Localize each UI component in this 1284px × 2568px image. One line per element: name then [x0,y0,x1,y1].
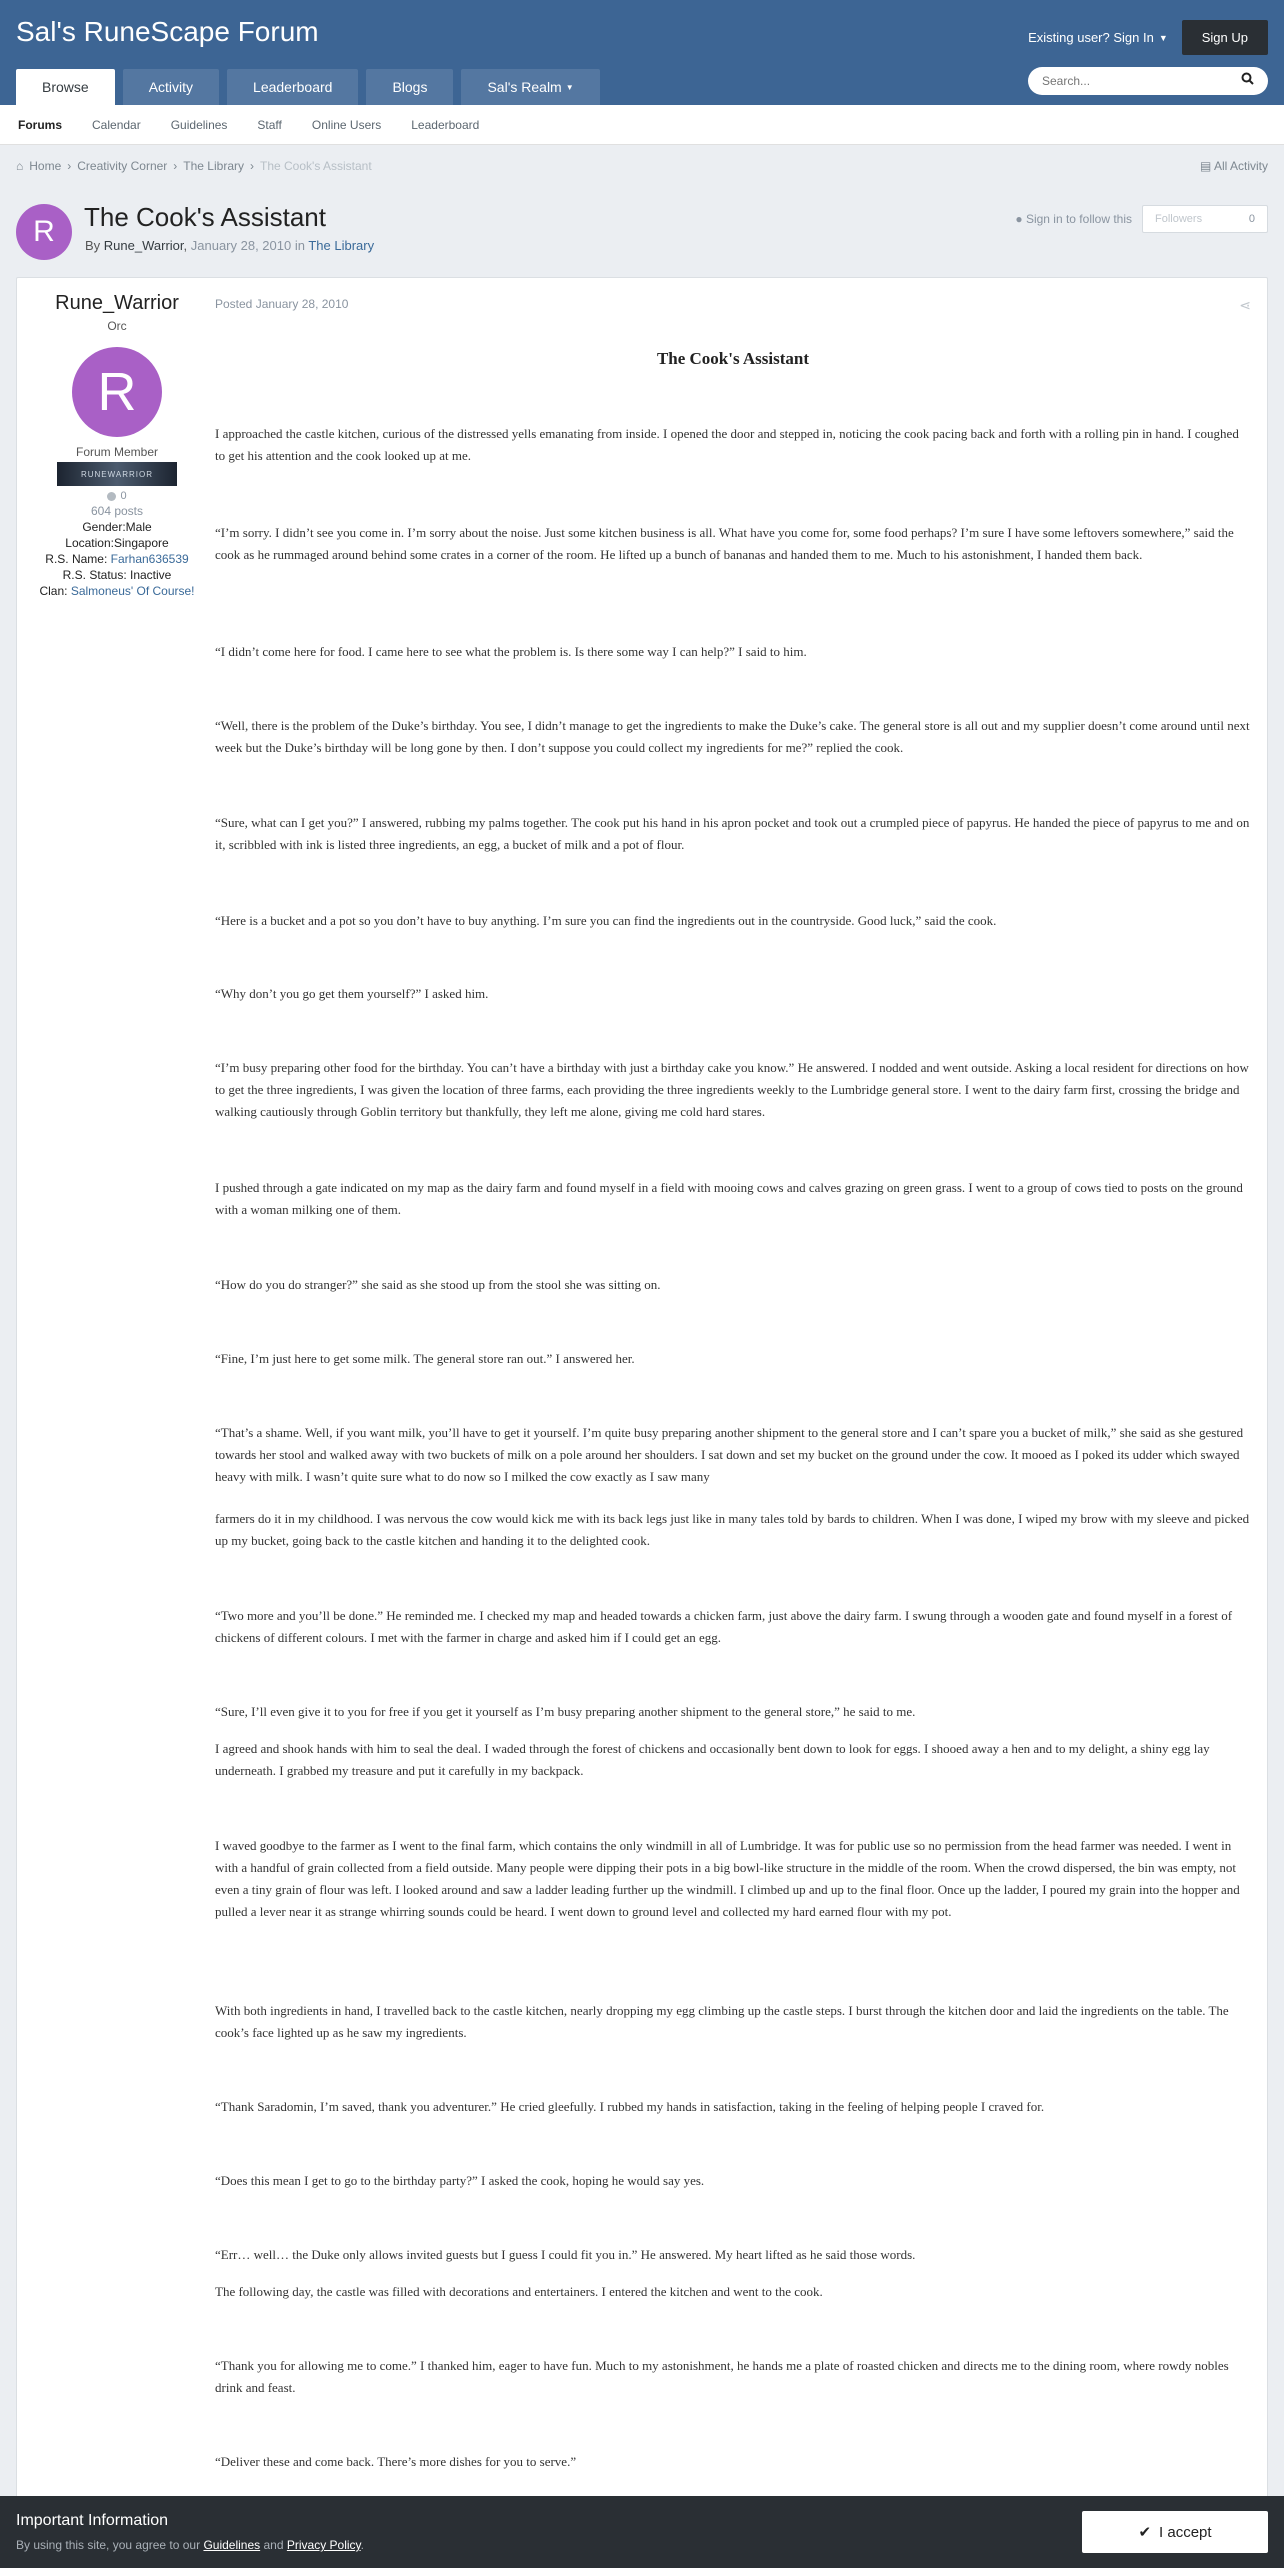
story-paragraph: With both ingredients in hand, I travelled back to the castle kitchen, nearly dropping my egg climbing up the castle steps. I burst through the kitchen door and laid the ingredients on the table. The cook’s face lighted up as he saw my ingredients. [215,2003,1229,2040]
page-title: The Cook's Assistant [84,202,326,232]
tab-browse[interactable]: Browse [16,69,115,105]
tab-sals-realm-label: Sal's Realm [487,79,562,95]
topic-date: January 28, 2010 [190,238,292,253]
info-icon: ● [1015,212,1023,226]
caret-down-icon: ▼ [1158,32,1168,43]
story-paragraph: “Sure, what can I get you?” I answered, rubbing my palms together. The cook put his hand in his apron pocket and took out a crumpled piece of papyrus. He handed the piece of papyrus to me and on it, scribbled with ink is listed three ingredients, an egg, a bucket of milk and a pot of flour. [215,815,1250,852]
member-group: Forum Member [75,445,158,459]
author-rank: Orc [107,319,127,333]
author-name[interactable]: Rune_Warrior [55,292,179,314]
follow-text[interactable] [1015,212,1132,226]
story-paragraph: “Two more and you’ll be done.” He reminded me. I checked my map and headed towards a chicken farm, just above the dairy farm. I swung through a wooden gate and found myself in a forest of chickens of different colours. I met with the farmer in charge and asked him if I could get an egg. [215,1608,1233,1645]
user-nav [1028,20,1268,55]
story-paragraph: I approached the castle kitchen, curious of the distressed yells emanating from inside. I opened the door and stepped in, noticing the cook pacing back and forth with a rolling pin in hand. I coughed to get his attention and the cook looked up at me. [215,426,1239,463]
story-paragraph: “Err… well… the Duke only allows invited guests but I guess I could fit you in.” He answered. My heart lifted as he said those words. [215,2247,916,2262]
story-paragraph: “Sure, I’ll even give it to you for free if you get it yourself as I’m busy preparing another shipment to the general store,” he said to me. [215,1704,916,1719]
subnav-forums[interactable]: Forums [18,117,63,132]
followers-button[interactable] [1142,205,1268,233]
breadcrumb-creativity-corner[interactable]: Creativity Corner [77,159,168,173]
search-icon[interactable] [1241,72,1254,90]
subnav-staff[interactable]: Staff [257,117,282,132]
caret-down-icon: ▼ [565,82,574,92]
follow-label: Sign in to follow this [1025,212,1132,226]
signin-label: Existing user? Sign In [1028,30,1154,45]
all-activity-label: All Activity [1213,159,1268,173]
reputation-count: 0 [120,490,127,502]
cookie-title: Important Information [16,2512,169,2529]
breadcrumb [16,159,372,173]
breadcrumb-current: The Cook's Assistant [260,159,372,173]
clan-label: Clan: [39,584,68,598]
chevron-right-icon: › [173,159,178,173]
cookie-privacy-link[interactable]: Privacy Policy [286,2538,361,2552]
rs-status-field: R.S. Status: Inactive [62,568,172,582]
tab-blogs[interactable]: Blogs [366,69,453,105]
story-title: The Cook's Assistant [656,349,810,368]
author-avatar[interactable]: R [72,347,162,437]
story-paragraph: The following day, the castle was filled with decorations and entertainers. I entered the kitchen and went to the cook. [215,2284,823,2299]
site-header [0,0,1284,105]
posted-date: Posted January 28, 2010 [215,297,349,311]
tab-leaderboard[interactable]: Leaderboard [227,69,358,105]
cookie-guidelines-link[interactable]: Guidelines [203,2538,261,2552]
in-label: in [294,238,305,253]
follow-area [1015,205,1268,233]
cookie-notice [0,2496,1284,2568]
story-paragraph: I pushed through a gate indicated on my map as the dairy farm and found myself in a field with mooing cows and calves grazing on green grass. I went to a group of cows tied to posts on the ground with a woman milking one of them. [215,1180,1243,1217]
by-label: By [85,238,101,253]
story-paragraph: “Here is a bucket and a pot so you don’t have to buy anything. I’m sure you can find the ingredients out in the countryside. Good luck,” said the cook. [215,913,997,928]
cookie-and: and [263,2538,284,2552]
story-paragraph: “Why don’t you go get them yourself?” I asked him. [215,986,489,1001]
activity-icon: ▤ [1199,159,1212,173]
reputation [17,490,217,502]
tab-activity[interactable]: Activity [123,69,219,105]
gender-field: Gender:Male [82,520,152,534]
subnav-calendar[interactable]: Calendar [92,117,141,132]
post-container [16,277,1268,2568]
rs-name-field [17,552,217,566]
story-paragraph: “I’m busy preparing other food for the birthday. You can’t have a birthday with just a birthday cake you know.” He answered. I nodded and went outside. Asking a local resident for directions on how to get the three ingredients, I was given the location of three farms, each providing the three ingredients weekly to the Lumbridge general store. I went to the dairy farm first, crossing the bridge and walking cautiously through Goblin territory but thankfully, they left me alone, giving me cold hard stares. [215,1060,1249,1119]
rs-name-link[interactable]: Farhan636539 [110,552,189,566]
story-paragraph: I agreed and shook hands with him to seal the deal. I waded through the forest of chickens and occasionally bent down to look for eggs. I shooed away a hen and to my delight, a shiny egg lay underneath. I grabbed my treasure and put it carefully in my backpack. [215,1741,1210,1778]
author-panel [17,278,217,598]
story-paragraph: “I didn’t come here for food. I came here to see what the problem is. Is there some way I can help?” I said to him. [215,644,807,659]
check-icon: ✔ [1138,2524,1152,2541]
all-activity-link[interactable] [1200,159,1268,173]
subnav-leaderboard[interactable]: Leaderboard [411,117,480,132]
story-paragraph: “Does this mean I get to go to the birthday party?” I asked the cook, hoping he would say yes. [215,2173,705,2188]
tab-sals-realm[interactable] [461,69,599,105]
clan-link[interactable]: Salmoneus' Of Course! [70,584,195,598]
main-tabs [16,69,600,105]
breadcrumb-home[interactable]: Home [29,159,62,173]
followers-count: 0 [1248,213,1255,225]
signin-link[interactable] [1028,30,1168,45]
reputation-icon [107,492,116,501]
author-avatar-small[interactable]: R [16,204,72,260]
home-icon: ⌂ [16,159,24,173]
story-paragraph: “How do you do stranger?” she said as she stood up from the stool she was sitting on. [215,1277,661,1292]
site-title[interactable]: Sal's RuneScape Forum [16,16,319,47]
story-paragraph: I waved goodbye to the farmer as I went to the final farm, which contains the only windmill in all of Lumbridge. It was for public use so no permission from the head farmer was needed. I went in with a handful of grain collected from a field outside. Many people were dipping their pots in a big bowl-like structure in the middle of the room. When the crowd dispersed, the bin was empty, not even a tiny grain of flour was left. I looked around and saw a ladder leading further up the windmill. I climbed up and up to the final floor. Once up the ladder, I poured my grain into the hopper and pulled a lever near it as strange whirring sounds could be heard. I went down to ground level and collected my hard earned flour with my pot. [215,1838,1240,1919]
story-paragraph: “Thank Saradomin, I’m saved, thank you adventurer.” He cried gleefully. I rubbed my hands in satisfaction, taking in the feeling of helping people I craved for. [215,2099,1045,2114]
rank-image: RUNEWARRIOR [57,462,177,486]
subnav-online-users[interactable]: Online Users [311,117,382,132]
story-paragraph: “I’m sorry. I didn’t see you come in. I’m sorry about the noise. Just some kitchen business is all. What have you come for, some food perhaps? I’m sure I have some leftovers somewhere,” said the cook as he rummaged around behind some crates in a corner of the room. He lifted up a bunch of bananas and handed them to me. Much to his astonishment, I handed them back. [215,525,1234,562]
followers-label: Followers [1155,213,1203,225]
search-box [1028,67,1268,95]
story-paragraph: “Thank you for allowing me to come.” I thanked him, eager to have fun. Much to my astonishment, he hands me a plate of roasted chicken and directs me to the dining room, where rowdy nobles drink and feast. [215,2358,1229,2395]
search-input[interactable] [1042,74,1222,88]
chevron-right-icon: › [67,159,72,173]
accept-button[interactable] [1082,2511,1268,2553]
signup-button[interactable]: Sign Up [1182,20,1268,55]
clan-field [17,584,217,598]
story-paragraph: “Well, there is the problem of the Duke’s birthday. You see, I didn’t manage to get the ingredients to make the Duke’s cake. The general store is all out and my supplier doesn’t come around until next week but the Duke’s birthday will be long gone by then. I don’t suppose you could collect my ingredients for me?” replied the cook. [215,718,1250,755]
story-paragraph: “Fine, I’m just here to get some milk. The general store ran out.” I answered her. [215,1351,635,1366]
subnav-guidelines[interactable]: Guidelines [170,117,228,132]
cookie-period: . [360,2538,365,2552]
sub-navigation [0,105,1284,145]
location-field: Location:Singapore [65,536,169,550]
cookie-text [16,2538,364,2552]
share-icon[interactable]: ⋖ [1239,297,1251,313]
chevron-right-icon: › [250,159,254,173]
breadcrumb-the-library[interactable]: The Library [183,159,244,173]
posts-count: 604 posts [90,504,144,518]
rs-name-label: R.S. Name: [45,552,108,566]
story-paragraph: farmers do it in my childhood. I was nervous the cow would kick me with its back legs just like in many tales told by bards to children. When I was done, I wiped my brow with my sleeve and picked up my bucket, going back to the castle kitchen and handing it to the delighted cook. [215,1511,1250,1548]
topic-author-link[interactable]: Rune_Warrior [103,238,184,253]
topic-meta: By Rune_Warrior, January 28, 2010 in The Library [85,238,375,253]
cookie-text-prefix: By using this site, you agree to our [16,2538,201,2552]
story-paragraph: “That’s a shame. Well, if you want milk, you’ll have to get it yourself. I’m quite busy preparing another shipment to the general store and I can’t spare you a bucket of milk,” she said as she gestured towards her stool and walked away with two buckets of milk on a pole around her shoulders. I sat down and set my bucket on the ground under the cow. It mooed as I poked its udder which swayed heavy with milk. I wasn’t quite sure what to do now so I milked the cow exactly as I saw many [215,1425,1244,1484]
topic-forum-link[interactable]: The Library [308,238,375,253]
accept-label: I accept [1159,2523,1212,2541]
story-paragraph: “Deliver these and come back. There’s more dishes for you to serve.” [215,2454,577,2469]
